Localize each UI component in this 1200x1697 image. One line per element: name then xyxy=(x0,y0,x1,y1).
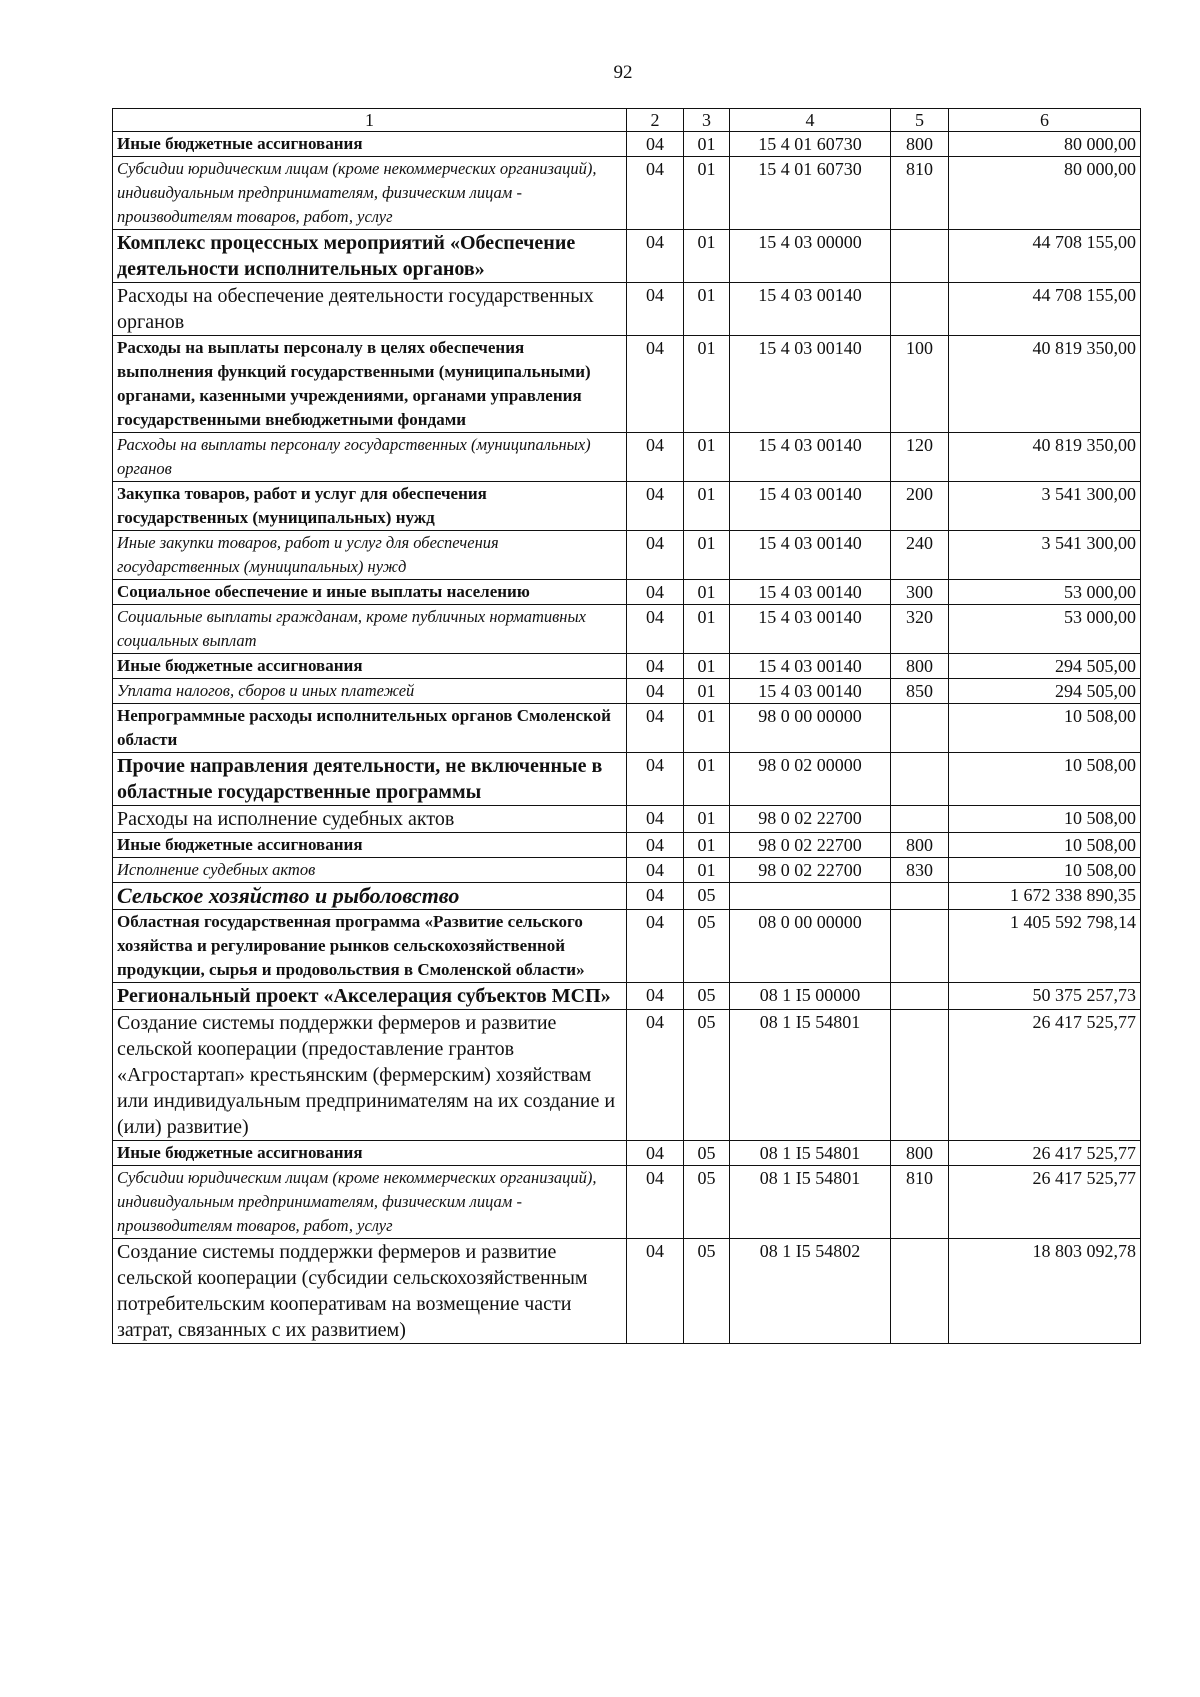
row-section: 04 xyxy=(627,883,684,910)
page-number: 92 xyxy=(613,62,633,83)
row-section: 04 xyxy=(627,704,684,753)
row-subsection: 01 xyxy=(684,704,730,753)
row-name: Прочие направления деятельности, не включенные в областные государственные программы xyxy=(113,753,627,806)
row-expense-type xyxy=(891,753,949,806)
row-section: 04 xyxy=(627,132,684,157)
row-expense-type: 320 xyxy=(891,605,949,654)
row-target-code: 98 0 02 22700 xyxy=(730,833,891,858)
table-row xyxy=(113,753,1141,806)
row-name: Создание системы поддержки фермеров и развитие сельской кооперации (субсидии сельскохозяйственным потребительским кооперативам на возмещение части затрат, связанных с их развитием) xyxy=(113,1239,627,1344)
row-target-code: 15 4 03 00140 xyxy=(730,605,891,654)
row-subsection: 05 xyxy=(684,1239,730,1344)
row-target-code: 08 1 I5 54801 xyxy=(730,1141,891,1166)
row-expense-type: 810 xyxy=(891,1166,949,1239)
row-target-code: 15 4 03 00140 xyxy=(730,336,891,433)
row-amount: 53 000,00 xyxy=(949,605,1141,654)
row-name: Закупка товаров, работ и услуг для обеспечения государственных (муниципальных) нужд xyxy=(113,482,627,531)
row-name: Сельское хозяйство и рыболовство xyxy=(113,883,627,910)
row-target-code: 08 1 I5 00000 xyxy=(730,983,891,1010)
row-expense-type: 800 xyxy=(891,132,949,157)
row-section: 04 xyxy=(627,1141,684,1166)
row-name: Иные бюджетные ассигнования xyxy=(113,833,627,858)
table-row xyxy=(113,433,1141,482)
row-subsection: 05 xyxy=(684,1141,730,1166)
row-section: 04 xyxy=(627,580,684,605)
row-amount: 18 803 092,78 xyxy=(949,1239,1141,1344)
row-subsection: 01 xyxy=(684,833,730,858)
row-name: Иные бюджетные ассигнования xyxy=(113,654,627,679)
table-row xyxy=(113,833,1141,858)
row-target-code: 15 4 03 00000 xyxy=(730,230,891,283)
table-row xyxy=(113,283,1141,336)
row-amount: 1 672 338 890,35 xyxy=(949,883,1141,910)
table-row xyxy=(113,336,1141,433)
row-section: 04 xyxy=(627,531,684,580)
row-target-code: 15 4 01 60730 xyxy=(730,157,891,230)
row-expense-type xyxy=(891,283,949,336)
table-row xyxy=(113,806,1141,833)
row-amount: 26 417 525,77 xyxy=(949,1166,1141,1239)
row-section: 04 xyxy=(627,605,684,654)
row-subsection: 01 xyxy=(684,531,730,580)
row-name: Социальные выплаты гражданам, кроме публичных нормативных социальных выплат xyxy=(113,605,627,654)
row-amount: 1 405 592 798,14 xyxy=(949,910,1141,983)
row-name: Исполнение судебных актов xyxy=(113,858,627,883)
row-subsection: 01 xyxy=(684,336,730,433)
row-section: 04 xyxy=(627,482,684,531)
row-name: Непрограммные расходы исполнительных органов Смоленской области xyxy=(113,704,627,753)
row-expense-type: 300 xyxy=(891,580,949,605)
row-subsection: 01 xyxy=(684,433,730,482)
row-subsection: 05 xyxy=(684,1010,730,1141)
row-amount: 40 819 350,00 xyxy=(949,433,1141,482)
row-target-code: 15 4 03 00140 xyxy=(730,580,891,605)
row-target-code xyxy=(730,883,891,910)
row-amount: 10 508,00 xyxy=(949,833,1141,858)
row-amount: 26 417 525,77 xyxy=(949,1010,1141,1141)
table-row xyxy=(113,157,1141,230)
row-target-code: 15 4 03 00140 xyxy=(730,283,891,336)
row-expense-type: 120 xyxy=(891,433,949,482)
row-target-code: 15 4 03 00140 xyxy=(730,531,891,580)
row-expense-type: 240 xyxy=(891,531,949,580)
row-target-code: 15 4 03 00140 xyxy=(730,433,891,482)
table-row xyxy=(113,654,1141,679)
row-target-code: 15 4 03 00140 xyxy=(730,654,891,679)
row-section: 04 xyxy=(627,833,684,858)
row-subsection: 01 xyxy=(684,806,730,833)
row-name: Комплекс процессных мероприятий «Обеспечение деятельности исполнительных органов» xyxy=(113,230,627,283)
row-target-code: 08 1 I5 54801 xyxy=(730,1166,891,1239)
row-name: Расходы на выплаты персоналу государственных (муниципальных) органов xyxy=(113,433,627,482)
row-name: Расходы на обеспечение деятельности государственных органов xyxy=(113,283,627,336)
row-subsection: 01 xyxy=(684,580,730,605)
table-row xyxy=(113,482,1141,531)
row-amount: 80 000,00 xyxy=(949,132,1141,157)
row-expense-type: 830 xyxy=(891,858,949,883)
row-expense-type: 200 xyxy=(891,482,949,531)
row-section: 04 xyxy=(627,230,684,283)
row-section: 04 xyxy=(627,654,684,679)
row-section: 04 xyxy=(627,336,684,433)
row-name: Иные бюджетные ассигнования xyxy=(113,132,627,157)
column-header: 6 xyxy=(949,109,1141,132)
row-name: Субсидии юридическим лицам (кроме некоммерческих организаций), индивидуальным предпринимателям, физическим лицам - производителям товаров, работ, услуг xyxy=(113,157,627,230)
row-amount: 294 505,00 xyxy=(949,679,1141,704)
column-header: 3 xyxy=(684,109,730,132)
row-name: Иные бюджетные ассигнования xyxy=(113,1141,627,1166)
row-amount: 26 417 525,77 xyxy=(949,1141,1141,1166)
row-subsection: 01 xyxy=(684,283,730,336)
row-amount: 80 000,00 xyxy=(949,157,1141,230)
row-target-code: 08 0 00 00000 xyxy=(730,910,891,983)
table-row xyxy=(113,679,1141,704)
row-amount: 44 708 155,00 xyxy=(949,230,1141,283)
table-row xyxy=(113,605,1141,654)
row-expense-type: 800 xyxy=(891,654,949,679)
table-row xyxy=(113,704,1141,753)
row-target-code: 15 4 03 00140 xyxy=(730,482,891,531)
column-header: 5 xyxy=(891,109,949,132)
row-subsection: 01 xyxy=(684,605,730,654)
row-section: 04 xyxy=(627,1010,684,1141)
row-subsection: 01 xyxy=(684,654,730,679)
table-row xyxy=(113,531,1141,580)
row-subsection: 05 xyxy=(684,983,730,1010)
row-section: 04 xyxy=(627,1239,684,1344)
row-subsection: 01 xyxy=(684,753,730,806)
row-target-code: 98 0 02 22700 xyxy=(730,806,891,833)
row-amount: 53 000,00 xyxy=(949,580,1141,605)
row-amount: 44 708 155,00 xyxy=(949,283,1141,336)
row-target-code: 08 1 I5 54801 xyxy=(730,1010,891,1141)
row-section: 04 xyxy=(627,806,684,833)
row-expense-type: 850 xyxy=(891,679,949,704)
row-section: 04 xyxy=(627,679,684,704)
row-subsection: 01 xyxy=(684,482,730,531)
row-section: 04 xyxy=(627,910,684,983)
row-amount: 10 508,00 xyxy=(949,704,1141,753)
column-header: 2 xyxy=(627,109,684,132)
row-subsection: 05 xyxy=(684,1166,730,1239)
row-amount: 40 819 350,00 xyxy=(949,336,1141,433)
row-expense-type xyxy=(891,910,949,983)
row-section: 04 xyxy=(627,283,684,336)
row-expense-type xyxy=(891,883,949,910)
row-amount: 10 508,00 xyxy=(949,753,1141,806)
row-amount: 3 541 300,00 xyxy=(949,482,1141,531)
row-amount: 50 375 257,73 xyxy=(949,983,1141,1010)
row-expense-type xyxy=(891,1239,949,1344)
row-subsection: 01 xyxy=(684,230,730,283)
row-name: Областная государственная программа «Развитие сельского хозяйства и регулирование рынков сельскохозяйственной продукции, сырья и продовольствия в Смоленской области» xyxy=(113,910,627,983)
row-name: Субсидии юридическим лицам (кроме некоммерческих организаций), индивидуальным предпринимателям, физическим лицам - производителям товаров, работ, услуг xyxy=(113,1166,627,1239)
row-amount: 10 508,00 xyxy=(949,806,1141,833)
row-amount: 3 541 300,00 xyxy=(949,531,1141,580)
row-expense-type xyxy=(891,983,949,1010)
row-section: 04 xyxy=(627,1166,684,1239)
table-row xyxy=(113,983,1141,1010)
row-expense-type: 800 xyxy=(891,833,949,858)
table-row xyxy=(113,1239,1141,1344)
row-subsection: 05 xyxy=(684,883,730,910)
row-target-code: 15 4 03 00140 xyxy=(730,679,891,704)
row-name: Расходы на выплаты персоналу в целях обеспечения выполнения функций государственными (муниципальными) органами, казенными учреждениями, органами управления государственными внебюджетными фондами xyxy=(113,336,627,433)
row-subsection: 01 xyxy=(684,157,730,230)
column-header: 4 xyxy=(730,109,891,132)
row-subsection: 01 xyxy=(684,858,730,883)
row-section: 04 xyxy=(627,858,684,883)
table-row xyxy=(113,230,1141,283)
row-subsection: 01 xyxy=(684,679,730,704)
row-name: Иные закупки товаров, работ и услуг для обеспечения государственных (муниципальных) нужд xyxy=(113,531,627,580)
row-target-code: 08 1 I5 54802 xyxy=(730,1239,891,1344)
row-target-code: 98 0 02 00000 xyxy=(730,753,891,806)
row-section: 04 xyxy=(627,753,684,806)
budget-table xyxy=(112,108,1141,1344)
row-amount: 10 508,00 xyxy=(949,858,1141,883)
table-row xyxy=(113,858,1141,883)
row-name: Региональный проект «Акселерация субъектов МСП» xyxy=(113,983,627,1010)
table-row xyxy=(113,910,1141,983)
row-target-code: 15 4 01 60730 xyxy=(730,132,891,157)
row-target-code: 98 0 02 22700 xyxy=(730,858,891,883)
table-row xyxy=(113,1010,1141,1141)
table-row xyxy=(113,580,1141,605)
table-row xyxy=(113,1141,1141,1166)
row-target-code: 98 0 00 00000 xyxy=(730,704,891,753)
row-amount: 294 505,00 xyxy=(949,654,1141,679)
table-row xyxy=(113,132,1141,157)
row-section: 04 xyxy=(627,157,684,230)
row-expense-type: 800 xyxy=(891,1141,949,1166)
table-row xyxy=(113,883,1141,910)
row-expense-type: 810 xyxy=(891,157,949,230)
row-name: Создание системы поддержки фермеров и развитие сельской кооперации (предоставление грантов «Агростартап» крестьянским (фермерским) хозяйствам или индивидуальным предпринимателям на их создание и (или) развитие) xyxy=(113,1010,627,1141)
header-row xyxy=(113,109,1141,132)
row-subsection: 05 xyxy=(684,910,730,983)
row-section: 04 xyxy=(627,433,684,482)
row-expense-type xyxy=(891,806,949,833)
row-expense-type xyxy=(891,704,949,753)
table-row xyxy=(113,1166,1141,1239)
row-section: 04 xyxy=(627,983,684,1010)
row-expense-type: 100 xyxy=(891,336,949,433)
column-header: 1 xyxy=(113,109,627,132)
row-name: Социальное обеспечение и иные выплаты населению xyxy=(113,580,627,605)
row-expense-type xyxy=(891,1010,949,1141)
row-name: Расходы на исполнение судебных актов xyxy=(113,806,627,833)
row-name: Уплата налогов, сборов и иных платежей xyxy=(113,679,627,704)
row-subsection: 01 xyxy=(684,132,730,157)
row-expense-type xyxy=(891,230,949,283)
